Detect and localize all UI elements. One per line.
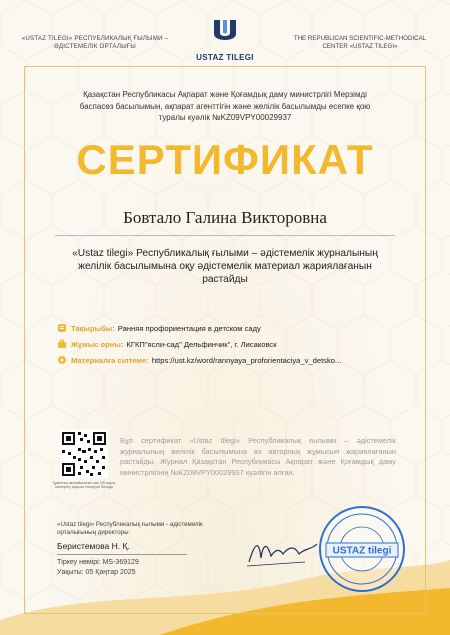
certificate-note: Бұл сертификат «Ustaz tilegi» Республикалық ғылыми – әдістемелік журналының желілік басылымына өз авторлық жұмысын жариялағанын растайды. Журнал Қазақстан Республикасы Ақпарат және Қоғамдық даму министрлігінің №KZ09VPY00029937 куәлігін алған.: [120, 436, 396, 477]
field-workplace-label: Жұмыс орны:: [71, 339, 124, 349]
director-signature: [245, 532, 325, 572]
director-signature-line: [57, 554, 187, 555]
ustaz-tilegi-logo: [195, 18, 255, 66]
field-link-label: Материалға сілтеме:: [71, 355, 149, 365]
recipient-underline: [55, 235, 395, 236]
logo-emblem-icon: [210, 18, 240, 46]
official-stamp: [318, 505, 406, 593]
field-workplace-value: КГКП"ясли-сад" Дельфинчик", г. Лисаковск: [126, 339, 277, 349]
qr-caption: Құжаттың шынайылығын осы QR кодты сканерлеу арқылы тексеруге болады: [52, 481, 116, 490]
license-text: Қазақстан Республикасы Ақпарат және Қоғамдық даму министрлігі Мерзімді баспасөз басылымын, ақпарат агенттігін және желілік басылымды есепке қою туралы куәлік №KZ09VPY00029937: [79, 90, 371, 122]
registry-number: Тіркеу нөмірі: MS-369129: [57, 559, 139, 566]
certificate-title: СЕРТИФИКАТ: [76, 136, 374, 183]
link-icon: [57, 355, 67, 365]
field-link-value[interactable]: https://ust.kz/word/rannyaya_proforientaciya_v_detsko...: [151, 355, 342, 365]
briefcase-icon: [57, 339, 67, 349]
field-workplace: [57, 336, 402, 352]
certificate-description: «Ustaz tilegi» Республикалық ғылыми – әдістемелік журналының желілік басылымына оқу әдістемелік материал жариялағанын растайды: [72, 248, 378, 285]
field-topic-label: Тақырыбы:: [71, 323, 115, 333]
field-topic-value: Ранняя профориентация в детском саду: [117, 323, 261, 333]
certificate-fields: [57, 320, 402, 368]
director-name: Беристемова Н. Қ.: [57, 541, 130, 551]
issue-date: Уақыты: 05 Қаңтар 2025: [57, 569, 136, 576]
qr-code[interactable]: [60, 430, 108, 478]
recipient-name: Бовтало Галина Викторовна: [123, 208, 327, 227]
director-title: «Ustaz tilegi» Республикалық ғылыми - әдістемелік орталығының директоры: [57, 521, 203, 536]
field-topic: [57, 320, 402, 336]
stamp-text: USTAZ tilegi: [332, 545, 392, 557]
topic-icon: [57, 323, 67, 333]
logo-name: USTAZ TILEGI: [196, 53, 254, 62]
header-right-org-name: THE REPUBLICAN SCIENTIFIC-METHODICAL CENTER «USTAZ TILEGI»: [293, 35, 427, 50]
header-left-org-name: «USTAZ TILEGI» РЕСПУБЛИКАЛЫҚ ҒЫЛЫМИ – ӘДІСТЕМЕЛІК ОРТАЛЫҒЫ: [21, 35, 169, 50]
field-link: [57, 352, 402, 368]
